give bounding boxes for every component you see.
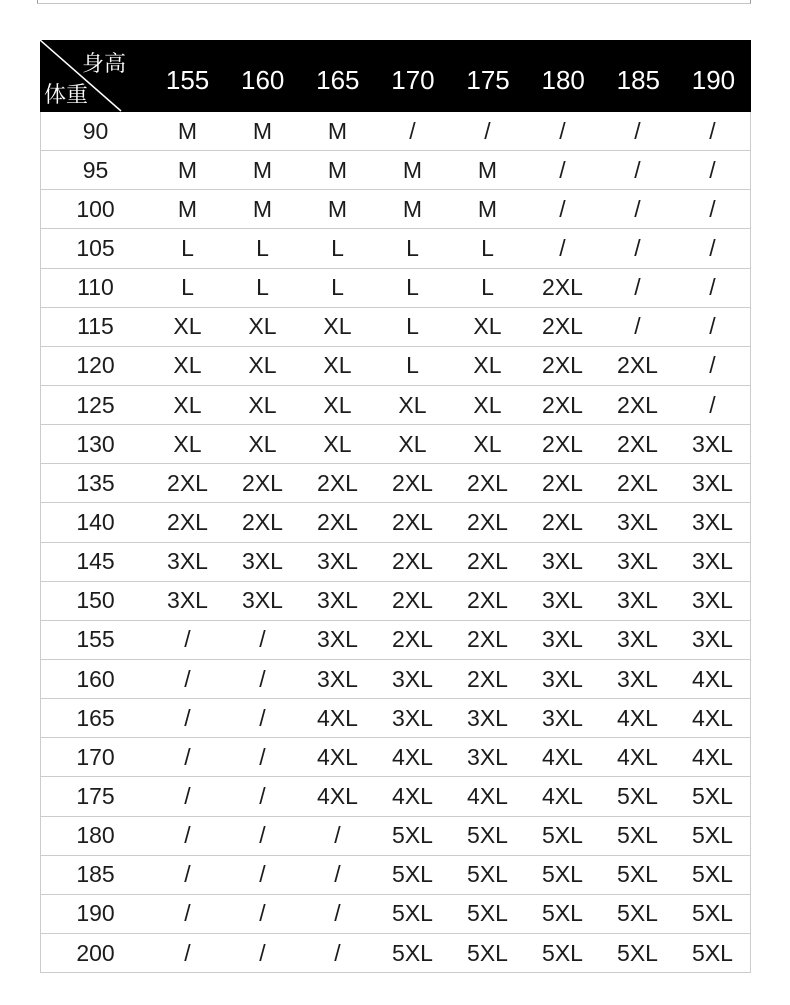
size-cell: 4XL [392,782,433,809]
size-cell: 5XL [692,822,733,849]
size-cell: 2XL [617,352,658,379]
size-cell: XL [323,352,352,379]
size-cell: 2XL [467,508,508,535]
size-cell: / [709,313,716,340]
weight-cell: 105 [76,234,115,261]
size-cell: 5XL [467,822,508,849]
size-cell: 2XL [542,313,583,340]
size-cell: XL [398,430,427,457]
size-cell: 4XL [692,743,733,770]
size-cell: 4XL [317,704,358,731]
size-cell: L [481,234,494,261]
size-cell: / [184,704,191,731]
size-cell: 3XL [392,704,433,731]
size-cell: / [634,234,641,261]
size-cell: / [709,391,716,418]
size-cell: 5XL [467,861,508,888]
size-cell: / [634,274,641,301]
size-cell: 4XL [617,704,658,731]
size-cell: / [259,743,266,770]
size-cell: 4XL [692,665,733,692]
table-row [41,229,750,268]
size-cell: M [177,156,198,183]
size-cell: L [406,274,419,301]
size-cell: 3XL [617,626,658,653]
size-cell: 2XL [617,391,658,418]
table-row [41,699,750,738]
size-cell: 4XL [542,743,583,770]
size-cell: / [184,743,191,770]
table-row [41,425,750,464]
size-cell: 5XL [617,900,658,927]
size-cell: 5XL [617,782,658,809]
size-cell: 3XL [542,665,583,692]
size-cell: XL [323,391,352,418]
size-cell: / [259,665,266,692]
weight-cell: 190 [76,900,115,927]
weight-cell: 125 [76,391,115,418]
size-cell: L [331,274,344,301]
size-cell: / [184,626,191,653]
height-header-cell: 180 [541,64,585,95]
weight-cell: 95 [82,156,109,183]
size-cell: M [327,195,348,222]
size-cell: 3XL [317,548,358,575]
corner-cell [40,40,150,112]
size-cell: 2XL [392,508,433,535]
size-cell: 5XL [542,939,583,966]
size-cell: L [406,352,419,379]
size-cell: L [406,234,419,261]
size-cell: / [259,861,266,888]
size-cell: 3XL [617,587,658,614]
size-cell: XL [173,313,202,340]
table-row [41,621,750,660]
size-cell: L [331,234,344,261]
weight-cell: 130 [76,430,115,457]
size-cell: 2XL [542,508,583,535]
size-cell: / [559,117,566,144]
size-cell: 5XL [617,861,658,888]
size-cell: L [181,234,194,261]
size-cell: / [184,939,191,966]
size-cell: XL [398,391,427,418]
weight-cell: 135 [76,469,115,496]
size-cell: / [334,939,341,966]
size-cell: 2XL [467,548,508,575]
size-cell: 4XL [317,782,358,809]
weight-cell: 120 [76,352,115,379]
size-cell: M [177,195,198,222]
size-cell: 3XL [617,548,658,575]
size-cell: 5XL [467,939,508,966]
size-cell: / [184,900,191,927]
weight-cell: 110 [77,274,114,301]
size-cell: 3XL [242,548,283,575]
table-row [41,660,750,699]
size-cell: 2XL [467,469,508,496]
size-cell: 3XL [692,548,733,575]
size-cell: L [181,274,194,301]
size-cell: 3XL [617,508,658,535]
size-cell: / [634,117,641,144]
weight-cell: 115 [77,313,114,340]
size-cell: 5XL [392,861,433,888]
size-cell: 2XL [617,469,658,496]
size-cell: 3XL [542,704,583,731]
size-cell: 4XL [692,704,733,731]
size-cell: 2XL [392,548,433,575]
size-cell: M [177,117,198,144]
size-cell: / [259,626,266,653]
size-cell: XL [323,313,352,340]
height-header-cell: 175 [466,64,510,95]
size-cell: XL [248,430,277,457]
size-cell: XL [173,391,202,418]
size-cell: / [259,782,266,809]
size-cell: / [559,234,566,261]
size-cell: 2XL [467,626,508,653]
size-cell: 3XL [692,626,733,653]
size-cell: 2XL [392,626,433,653]
size-cell: 3XL [542,548,583,575]
size-cell: 2XL [242,469,283,496]
size-cell: / [709,234,716,261]
size-cell: XL [323,430,352,457]
table-row [41,582,750,621]
size-cell: 5XL [617,939,658,966]
table-row [41,856,750,895]
weight-cell: 90 [82,117,109,144]
size-cell: 4XL [617,743,658,770]
size-cell: 5XL [392,939,433,966]
size-cell: XL [473,430,502,457]
height-header-cell: 165 [316,64,360,95]
size-cell: / [484,117,491,144]
size-cell: / [259,900,266,927]
weight-cell: 100 [76,195,115,222]
size-cell: / [334,900,341,927]
weight-cell: 170 [76,743,115,770]
weight-cell: 180 [76,822,115,849]
table-row [41,386,750,425]
size-cell: 3XL [692,508,733,535]
size-cell: 2XL [317,508,358,535]
table-row [41,895,750,934]
size-cell: 2XL [317,469,358,496]
size-cell: XL [173,352,202,379]
table-row [41,464,750,503]
height-header-cell: 185 [616,64,660,95]
size-cell: 3XL [617,665,658,692]
size-cell: 5XL [692,939,733,966]
size-cell: 5XL [692,782,733,809]
size-cell: L [256,274,269,301]
size-cell: / [259,822,266,849]
weight-cell: 185 [76,861,115,888]
size-cell: L [256,234,269,261]
size-cell: 3XL [317,665,358,692]
size-cell: 5XL [542,861,583,888]
height-axis-label: 身高 [82,51,127,76]
size-cell: L [481,274,494,301]
size-cell: 5XL [542,900,583,927]
size-cell: 5XL [392,822,433,849]
size-cell: 2XL [392,587,433,614]
size-cell: 5XL [692,900,733,927]
size-cell: 4XL [317,743,358,770]
size-cell: 2XL [167,508,208,535]
size-cell: 3XL [317,587,358,614]
size-cell: 3XL [542,587,583,614]
table-row [41,190,750,229]
size-cell: M [402,195,423,222]
size-cell: / [709,195,716,222]
weight-cell: 145 [76,548,115,575]
size-cell: / [259,704,266,731]
size-cell: 4XL [467,782,508,809]
size-cell: M [327,156,348,183]
size-cell: / [709,117,716,144]
size-cell: XL [473,352,502,379]
size-cell: 3XL [692,469,733,496]
size-cell: / [184,665,191,692]
size-cell: 3XL [167,587,208,614]
size-cell: XL [248,391,277,418]
weight-cell: 165 [76,704,115,731]
size-cell: XL [248,352,277,379]
table-row [41,817,750,856]
size-cell: 2XL [542,274,583,301]
size-cell: 5XL [617,822,658,849]
weight-cell: 150 [76,587,115,614]
size-cell: 4XL [542,782,583,809]
height-header-cell: 170 [391,64,435,95]
table-row [41,112,750,151]
size-cell: 5XL [692,861,733,888]
size-cell: 5XL [392,900,433,927]
height-header-cell: 160 [240,64,285,95]
table-row [41,503,750,542]
table-header-row [40,40,751,112]
size-cell: 3XL [692,430,733,457]
size-cell: / [184,782,191,809]
size-cell: XL [473,391,502,418]
size-cell: M [252,117,273,144]
size-cell: 3XL [392,665,433,692]
size-cell: XL [173,430,202,457]
size-cell: 4XL [392,743,433,770]
table-row [41,347,750,386]
size-cell: 3XL [242,587,283,614]
size-cell: XL [473,313,502,340]
size-cell: / [259,939,266,966]
table-row [41,543,750,582]
size-cell: 2XL [542,469,583,496]
size-cell: 2XL [167,469,208,496]
size-cell: 2XL [392,469,433,496]
weight-cell: 200 [76,939,115,966]
cropped-box-bottom-edge [37,0,751,4]
size-cell: / [334,822,341,849]
size-cell: 2XL [542,391,583,418]
table-row [41,269,750,308]
size-cell: 3XL [467,743,508,770]
size-cell: M [252,156,273,183]
size-cell: / [634,313,641,340]
size-cell: 5XL [467,900,508,927]
size-cell: / [709,156,716,183]
size-cell: / [559,195,566,222]
size-cell: 3XL [167,548,208,575]
size-cell: M [477,195,498,222]
size-cell: M [327,117,348,144]
size-cell: / [634,195,641,222]
table-row [41,738,750,777]
size-cell: L [406,313,419,340]
size-cell: 5XL [542,822,583,849]
size-cell: / [184,822,191,849]
table-row [41,934,750,973]
size-cell: 3XL [317,626,358,653]
size-cell: 2XL [617,430,658,457]
weight-cell: 155 [76,626,115,653]
size-cell: M [477,156,498,183]
table-row [41,777,750,816]
size-cell: / [709,352,716,379]
size-cell: XL [248,313,277,340]
size-cell: 3XL [467,704,508,731]
weight-cell: 140 [76,508,115,535]
table-body [40,112,751,973]
table-row [41,308,750,347]
weight-axis-label: 体重 [44,82,89,107]
size-cell: 3XL [692,587,733,614]
size-cell: / [334,861,341,888]
size-cell: M [252,195,273,222]
size-cell: / [634,156,641,183]
size-cell: 3XL [542,626,583,653]
size-cell: / [409,117,416,144]
weight-cell: 160 [76,665,115,692]
size-cell: / [709,274,716,301]
size-cell: 2XL [542,430,583,457]
size-cell: 2XL [467,587,508,614]
size-cell: 2XL [542,352,583,379]
size-cell: 2XL [467,665,508,692]
size-chart-table [40,40,751,973]
size-cell: M [402,156,423,183]
size-cell: / [559,156,566,183]
size-cell: / [184,861,191,888]
height-header-cell: 190 [691,64,736,95]
size-cell: 2XL [242,508,283,535]
table-row [41,151,750,190]
weight-cell: 175 [76,782,115,809]
height-header-cell: 155 [165,64,210,95]
